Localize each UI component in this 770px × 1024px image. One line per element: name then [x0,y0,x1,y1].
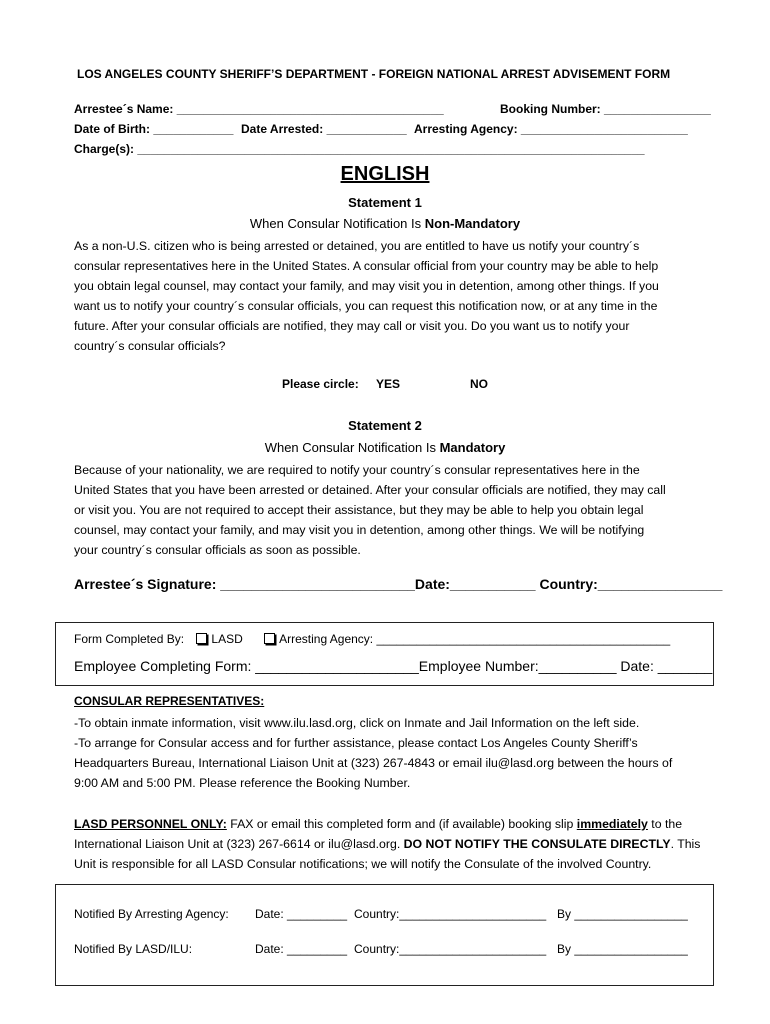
consular-line: -To arrange for Consular access and for further assistance, please contact Los Angeles County Sheriff’s [74,736,638,751]
notified-by-lasd-country[interactable]: Country:______________________ [354,942,547,956]
arrestee-signature-line[interactable]: Arrestee´s Signature: _________________________Date:___________ Country:________________ [74,576,723,592]
statement1-line: want us to notify your country´s consular officials, you can request this notification now, or at any time in the [74,299,658,314]
arresting-agency-checkbox-option[interactable] [264,632,670,646]
statement1-line: you obtain legal counsel, may contact your family, and may visit you in detention, among other things. If you [74,279,659,294]
statement1-line: future. After your consular officials are notified, they may call or visit you. Do you want us to notify your [74,319,630,334]
arresting-agency-field[interactable]: Arresting Agency: _________________________ [414,122,688,136]
consular-heading: CONSULAR REPRESENTATIVES: [74,694,265,708]
arrestee-name-field[interactable]: Arrestee´s Name: ________________________________________ [74,102,444,116]
lasd-only-text: International Liaison Unit at (323) 267-6614 or ilu@lasd.org. [74,837,404,852]
statement1-body [74,236,698,357]
lasd-option-label: LASD [211,632,243,646]
notified-by-agency-country[interactable]: Country:______________________ [354,907,547,921]
consular-line: -To obtain inmate information, visit www.ilu.lasd.org, click on Inmate and Jail Information on the left side. [74,716,640,730]
lasd-only-line-2 [74,834,701,854]
statement2-subheading [0,440,770,455]
statement1-line: country´s consular officials? [74,339,226,354]
lasd-only-line-1 [74,814,698,834]
notified-by-agency-by[interactable]: By _________________ [557,907,688,921]
yes-option[interactable]: YES [376,377,401,391]
date-arrested-field[interactable]: Date Arrested: ____________ [241,122,407,136]
lasd-only-text: FAX or email this completed form and (if available) booking slip [226,817,577,831]
statement2-line: Because of your nationality, we are required to notify your country´s consular representatives here in the [74,463,640,477]
statement2-line: your country´s consular officials as soon as possible. [74,543,361,558]
lasd-only-emphasis: immediately [576,817,648,831]
lasd-only-heading: LASD PERSONNEL ONLY: [74,817,227,831]
notification-box [55,884,714,986]
statement2-heading: Statement 2 [348,418,422,433]
notified-by-agency-label: Notified By Arresting Agency: [74,907,229,921]
statement2-line: counsel, may contact your family, and may visit you in detention, among other things. We will be notifying [74,523,645,538]
statement1-heading: Statement 1 [348,195,422,210]
booking-number-field[interactable]: Booking Number: ________________ [500,102,711,116]
lasd-only-text: to the [647,817,683,831]
checkbox-icon[interactable] [264,633,275,644]
language-title: ENGLISH [340,163,430,185]
lasd-only-section [74,814,701,874]
charges-field[interactable]: Charge(s): ____________________________________________________________________________ [74,142,645,156]
lasd-checkbox-option[interactable] [196,632,242,646]
form-completed-by [74,632,670,646]
statement2-line: United States that you have been arrested or detained. After your consular officials are notified, they may call [74,483,666,498]
statement2-subheading-emphasis: Mandatory [439,440,506,455]
please-circle-label: Please circle: [282,377,359,391]
arresting-agency-option-label: Arresting Agency: ____________________________________________ [279,632,671,646]
employee-completing-line[interactable]: Employee Completing Form: _____________________Employee Number:__________ Date: _______ [74,658,713,674]
form-title: LOS ANGELES COUNTY SHERIFF’S DEPARTMENT - FOREIGN NATIONAL ARREST ADVISEMENT FORM [77,67,671,81]
form-completed-by-label: Form Completed By: [74,632,185,646]
statement1-subheading-emphasis: Non-Mandatory [424,216,521,231]
date-of-birth-field[interactable]: Date of Birth: ____________ [74,122,234,136]
notified-by-lasd-date[interactable]: Date: _________ [255,942,348,956]
statement1-line: As a non-U.S. citizen who is being arrested or detained, you are entitled to have us notify your country´s [74,239,640,253]
notified-by-lasd-by[interactable]: By _________________ [557,942,688,956]
statement1-subheading [0,216,770,231]
consular-line: 9:00 AM and 5:00 PM. Please reference the Booking Number. [74,776,411,791]
lasd-only-line-3: Unit is responsible for all LASD Consular notifications; we will notify the Consulate of the involved Country. [74,857,652,872]
statement1-subheading-prefix: When Consular Notification Is [249,216,425,231]
lasd-only-warning: DO NOT NOTIFY THE CONSULATE DIRECTLY [403,837,671,852]
consular-line: Headquarters Bureau, International Liaison Unit at (323) 267-4843 or email ilu@lasd.org between the hours of [74,756,673,771]
statement2-line: or visit you. You are not required to accept their assistance, but they may be able to help you obtain legal [74,503,644,518]
notified-by-agency-date[interactable]: Date: _________ [255,907,348,921]
statement2-subheading-prefix: When Consular Notification Is [264,440,440,455]
no-option[interactable]: NO [470,377,488,391]
statement1-line: consular representatives here in the United States. A consular official from your country may be able to help [74,259,659,274]
consular-body [74,713,698,793]
statement2-body [74,460,698,560]
checkbox-icon[interactable] [196,633,207,644]
notified-by-lasd-label: Notified By LASD/ILU: [74,942,193,956]
lasd-only-text: . This [670,837,701,852]
